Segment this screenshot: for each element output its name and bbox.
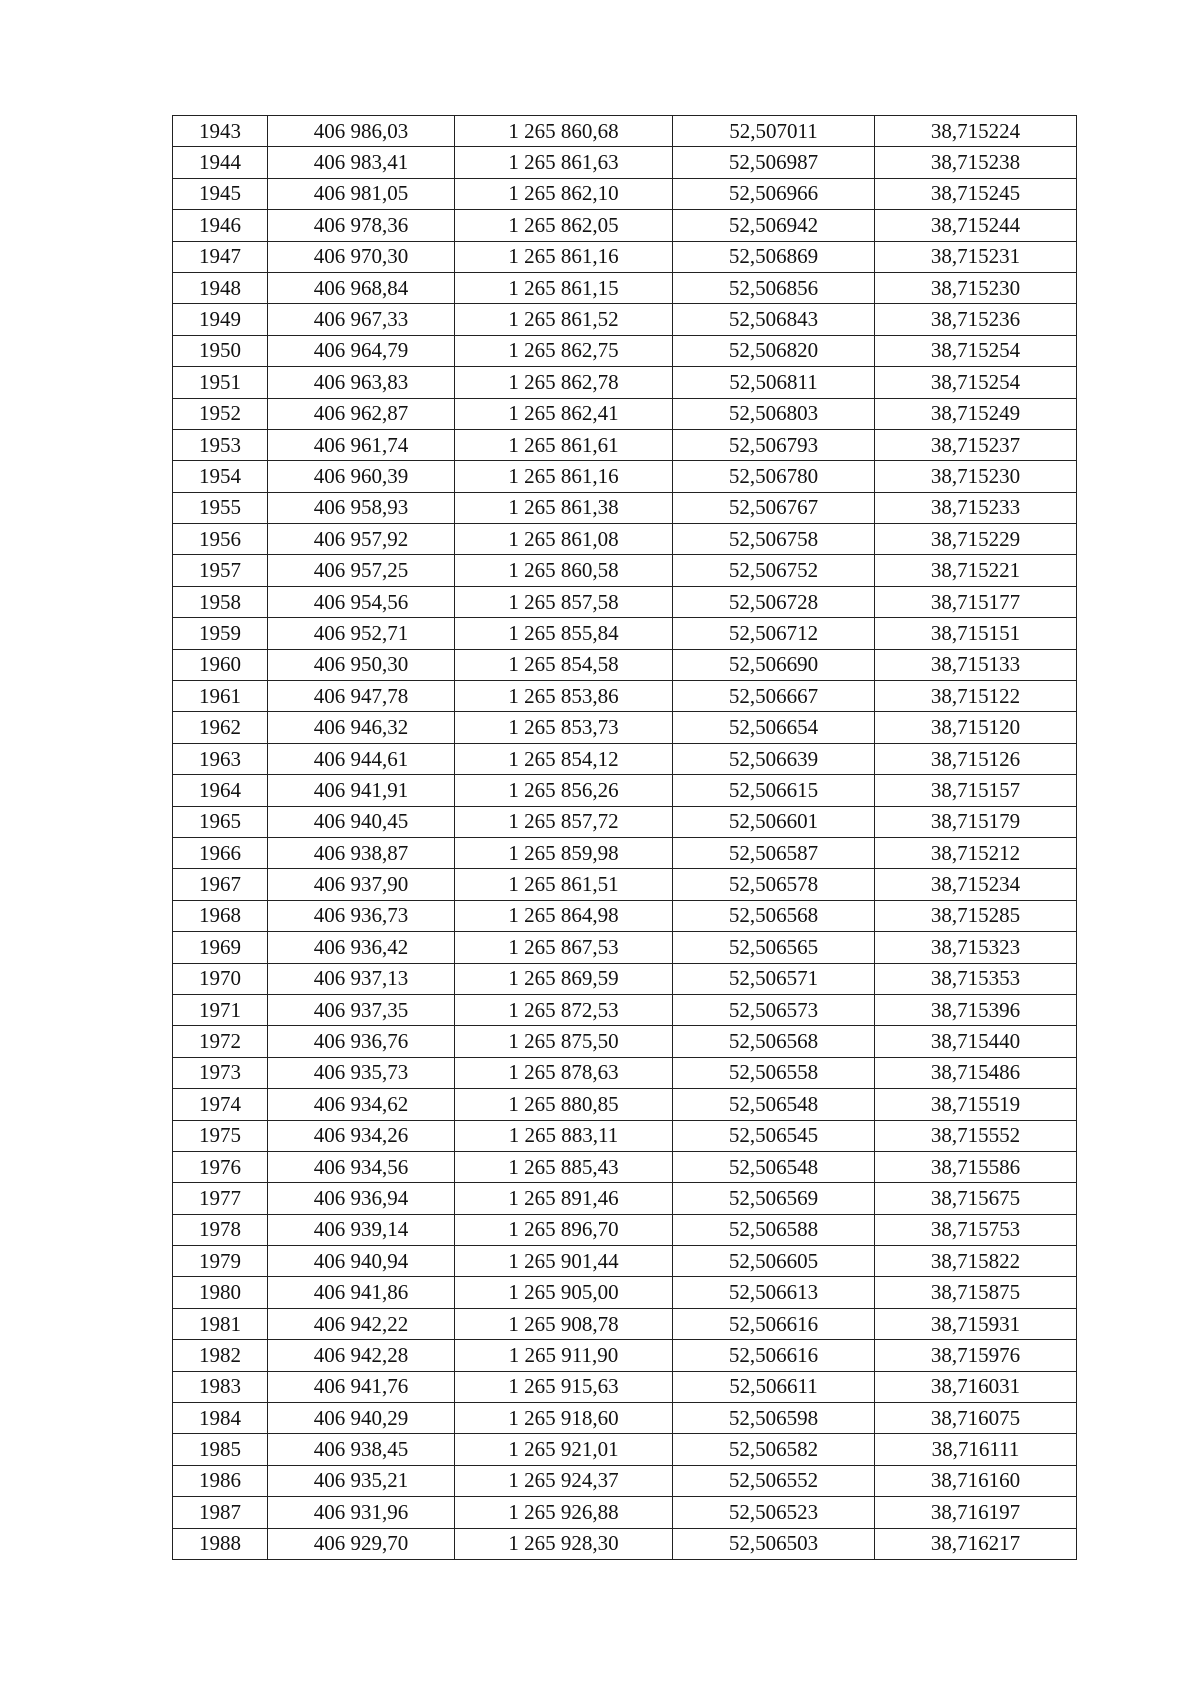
point-number-cell: 1969 (173, 932, 268, 963)
point-number-cell: 1944 (173, 147, 268, 178)
y-coordinate-cell: 1 265 861,16 (455, 461, 673, 492)
y-coordinate-cell: 1 265 862,10 (455, 178, 673, 209)
x-coordinate-cell: 406 934,62 (268, 1089, 455, 1120)
y-coordinate-cell: 1 265 885,43 (455, 1151, 673, 1182)
x-coordinate-cell: 406 954,56 (268, 586, 455, 617)
x-coordinate-cell: 406 964,79 (268, 335, 455, 366)
latitude-cell: 52,506780 (673, 461, 875, 492)
x-coordinate-cell: 406 936,94 (268, 1183, 455, 1214)
table-row (173, 1434, 1077, 1465)
longitude-cell: 38,715133 (875, 649, 1077, 680)
y-coordinate-cell: 1 265 862,05 (455, 210, 673, 241)
latitude-cell: 52,506856 (673, 272, 875, 303)
point-number-cell: 1954 (173, 461, 268, 492)
y-coordinate-cell: 1 265 855,84 (455, 618, 673, 649)
longitude-cell: 38,715976 (875, 1340, 1077, 1371)
longitude-cell: 38,715245 (875, 178, 1077, 209)
x-coordinate-cell: 406 944,61 (268, 743, 455, 774)
y-coordinate-cell: 1 265 891,46 (455, 1183, 673, 1214)
point-number-cell: 1961 (173, 681, 268, 712)
point-number-cell: 1952 (173, 398, 268, 429)
y-coordinate-cell: 1 265 864,98 (455, 900, 673, 931)
y-coordinate-cell: 1 265 901,44 (455, 1246, 673, 1277)
table-row (173, 618, 1077, 649)
longitude-cell: 38,715323 (875, 932, 1077, 963)
table-row (173, 147, 1077, 178)
latitude-cell: 52,506966 (673, 178, 875, 209)
point-number-cell: 1959 (173, 618, 268, 649)
point-number-cell: 1966 (173, 837, 268, 868)
point-number-cell: 1958 (173, 586, 268, 617)
latitude-cell: 52,506565 (673, 932, 875, 963)
x-coordinate-cell: 406 934,56 (268, 1151, 455, 1182)
table-row (173, 492, 1077, 523)
point-number-cell: 1988 (173, 1528, 268, 1559)
point-number-cell: 1967 (173, 869, 268, 900)
table-row (173, 932, 1077, 963)
x-coordinate-cell: 406 935,21 (268, 1465, 455, 1496)
x-coordinate-cell: 406 968,84 (268, 272, 455, 303)
y-coordinate-cell: 1 265 861,15 (455, 272, 673, 303)
longitude-cell: 38,715875 (875, 1277, 1077, 1308)
latitude-cell: 52,506578 (673, 869, 875, 900)
point-number-cell: 1963 (173, 743, 268, 774)
latitude-cell: 52,506616 (673, 1308, 875, 1339)
point-number-cell: 1974 (173, 1089, 268, 1120)
latitude-cell: 52,506987 (673, 147, 875, 178)
x-coordinate-cell: 406 938,45 (268, 1434, 455, 1465)
y-coordinate-cell: 1 265 921,01 (455, 1434, 673, 1465)
latitude-cell: 52,506601 (673, 806, 875, 837)
table-row (173, 994, 1077, 1025)
table-row (173, 429, 1077, 460)
x-coordinate-cell: 406 981,05 (268, 178, 455, 209)
latitude-cell: 52,506548 (673, 1151, 875, 1182)
point-number-cell: 1960 (173, 649, 268, 680)
longitude-cell: 38,715822 (875, 1246, 1077, 1277)
y-coordinate-cell: 1 265 869,59 (455, 963, 673, 994)
x-coordinate-cell: 406 937,13 (268, 963, 455, 994)
table-row (173, 1246, 1077, 1277)
point-number-cell: 1984 (173, 1403, 268, 1434)
latitude-cell: 52,506615 (673, 775, 875, 806)
table-row (173, 806, 1077, 837)
table-row (173, 116, 1077, 147)
y-coordinate-cell: 1 265 908,78 (455, 1308, 673, 1339)
x-coordinate-cell: 406 936,73 (268, 900, 455, 931)
y-coordinate-cell: 1 265 867,53 (455, 932, 673, 963)
point-number-cell: 1986 (173, 1465, 268, 1496)
point-number-cell: 1985 (173, 1434, 268, 1465)
longitude-cell: 38,715122 (875, 681, 1077, 712)
table-row (173, 272, 1077, 303)
point-number-cell: 1953 (173, 429, 268, 460)
latitude-cell: 52,506573 (673, 994, 875, 1025)
y-coordinate-cell: 1 265 862,78 (455, 367, 673, 398)
table-row (173, 1528, 1077, 1559)
point-number-cell: 1949 (173, 304, 268, 335)
y-coordinate-cell: 1 265 857,72 (455, 806, 673, 837)
longitude-cell: 38,716217 (875, 1528, 1077, 1559)
y-coordinate-cell: 1 265 856,26 (455, 775, 673, 806)
latitude-cell: 52,506767 (673, 492, 875, 523)
longitude-cell: 38,716197 (875, 1497, 1077, 1528)
point-number-cell: 1955 (173, 492, 268, 523)
table-row (173, 335, 1077, 366)
latitude-cell: 52,506752 (673, 555, 875, 586)
table-row (173, 1151, 1077, 1182)
point-number-cell: 1977 (173, 1183, 268, 1214)
table-row (173, 367, 1077, 398)
longitude-cell: 38,715231 (875, 241, 1077, 272)
latitude-cell: 52,506523 (673, 1497, 875, 1528)
x-coordinate-cell: 406 935,73 (268, 1057, 455, 1088)
point-number-cell: 1980 (173, 1277, 268, 1308)
y-coordinate-cell: 1 265 862,41 (455, 398, 673, 429)
y-coordinate-cell: 1 265 861,16 (455, 241, 673, 272)
table-row (173, 461, 1077, 492)
table-row (173, 775, 1077, 806)
latitude-cell: 52,506616 (673, 1340, 875, 1371)
x-coordinate-cell: 406 958,93 (268, 492, 455, 523)
latitude-cell: 52,506568 (673, 900, 875, 931)
longitude-cell: 38,715126 (875, 743, 1077, 774)
latitude-cell: 52,506587 (673, 837, 875, 868)
longitude-cell: 38,715254 (875, 335, 1077, 366)
table-row (173, 1120, 1077, 1151)
point-number-cell: 1983 (173, 1371, 268, 1402)
longitude-cell: 38,716111 (875, 1434, 1077, 1465)
y-coordinate-cell: 1 265 853,86 (455, 681, 673, 712)
y-coordinate-cell: 1 265 853,73 (455, 712, 673, 743)
x-coordinate-cell: 406 986,03 (268, 116, 455, 147)
latitude-cell: 52,506548 (673, 1089, 875, 1120)
table-row (173, 743, 1077, 774)
latitude-cell: 52,506588 (673, 1214, 875, 1245)
x-coordinate-cell: 406 957,25 (268, 555, 455, 586)
x-coordinate-cell: 406 957,92 (268, 524, 455, 555)
longitude-cell: 38,715244 (875, 210, 1077, 241)
y-coordinate-cell: 1 265 883,11 (455, 1120, 673, 1151)
x-coordinate-cell: 406 940,45 (268, 806, 455, 837)
y-coordinate-cell: 1 265 924,37 (455, 1465, 673, 1496)
point-number-cell: 1970 (173, 963, 268, 994)
latitude-cell: 52,506503 (673, 1528, 875, 1559)
point-number-cell: 1971 (173, 994, 268, 1025)
table-row (173, 1026, 1077, 1057)
table-row (173, 524, 1077, 555)
x-coordinate-cell: 406 952,71 (268, 618, 455, 649)
latitude-cell: 52,506667 (673, 681, 875, 712)
latitude-cell: 52,506568 (673, 1026, 875, 1057)
x-coordinate-cell: 406 978,36 (268, 210, 455, 241)
x-coordinate-cell: 406 936,76 (268, 1026, 455, 1057)
y-coordinate-cell: 1 265 859,98 (455, 837, 673, 868)
table-row (173, 681, 1077, 712)
x-coordinate-cell: 406 940,94 (268, 1246, 455, 1277)
table-row (173, 178, 1077, 209)
y-coordinate-cell: 1 265 861,61 (455, 429, 673, 460)
longitude-cell: 38,716031 (875, 1371, 1077, 1402)
point-number-cell: 1962 (173, 712, 268, 743)
coordinates-table (172, 115, 1077, 1560)
longitude-cell: 38,715179 (875, 806, 1077, 837)
x-coordinate-cell: 406 961,74 (268, 429, 455, 460)
x-coordinate-cell: 406 942,28 (268, 1340, 455, 1371)
x-coordinate-cell: 406 946,32 (268, 712, 455, 743)
point-number-cell: 1981 (173, 1308, 268, 1339)
longitude-cell: 38,715234 (875, 869, 1077, 900)
longitude-cell: 38,715230 (875, 272, 1077, 303)
latitude-cell: 52,506545 (673, 1120, 875, 1151)
point-number-cell: 1943 (173, 116, 268, 147)
latitude-cell: 52,506811 (673, 367, 875, 398)
y-coordinate-cell: 1 265 896,70 (455, 1214, 673, 1245)
table-row (173, 1497, 1077, 1528)
x-coordinate-cell: 406 967,33 (268, 304, 455, 335)
y-coordinate-cell: 1 265 918,60 (455, 1403, 673, 1434)
longitude-cell: 38,715254 (875, 367, 1077, 398)
point-number-cell: 1951 (173, 367, 268, 398)
x-coordinate-cell: 406 970,30 (268, 241, 455, 272)
x-coordinate-cell: 406 938,87 (268, 837, 455, 868)
longitude-cell: 38,715486 (875, 1057, 1077, 1088)
table-row (173, 1465, 1077, 1496)
latitude-cell: 52,506869 (673, 241, 875, 272)
longitude-cell: 38,715229 (875, 524, 1077, 555)
point-number-cell: 1982 (173, 1340, 268, 1371)
table-row (173, 869, 1077, 900)
latitude-cell: 52,506613 (673, 1277, 875, 1308)
table-row (173, 963, 1077, 994)
longitude-cell: 38,715230 (875, 461, 1077, 492)
x-coordinate-cell: 406 939,14 (268, 1214, 455, 1245)
table-row (173, 1340, 1077, 1371)
latitude-cell: 52,506571 (673, 963, 875, 994)
point-number-cell: 1979 (173, 1246, 268, 1277)
point-number-cell: 1973 (173, 1057, 268, 1088)
x-coordinate-cell: 406 960,39 (268, 461, 455, 492)
latitude-cell: 52,506639 (673, 743, 875, 774)
x-coordinate-cell: 406 941,91 (268, 775, 455, 806)
y-coordinate-cell: 1 265 861,38 (455, 492, 673, 523)
point-number-cell: 1950 (173, 335, 268, 366)
coordinates-table-body (173, 116, 1077, 1560)
longitude-cell: 38,715285 (875, 900, 1077, 931)
latitude-cell: 52,506552 (673, 1465, 875, 1496)
latitude-cell: 52,506569 (673, 1183, 875, 1214)
longitude-cell: 38,715519 (875, 1089, 1077, 1120)
x-coordinate-cell: 406 940,29 (268, 1403, 455, 1434)
x-coordinate-cell: 406 963,83 (268, 367, 455, 398)
x-coordinate-cell: 406 941,76 (268, 1371, 455, 1402)
latitude-cell: 52,506690 (673, 649, 875, 680)
y-coordinate-cell: 1 265 878,63 (455, 1057, 673, 1088)
latitude-cell: 52,506843 (673, 304, 875, 335)
table-row (173, 1089, 1077, 1120)
latitude-cell: 52,506728 (673, 586, 875, 617)
latitude-cell: 52,506558 (673, 1057, 875, 1088)
longitude-cell: 38,715157 (875, 775, 1077, 806)
longitude-cell: 38,715236 (875, 304, 1077, 335)
y-coordinate-cell: 1 265 905,00 (455, 1277, 673, 1308)
longitude-cell: 38,715586 (875, 1151, 1077, 1182)
y-coordinate-cell: 1 265 860,58 (455, 555, 673, 586)
point-number-cell: 1975 (173, 1120, 268, 1151)
longitude-cell: 38,715552 (875, 1120, 1077, 1151)
table-row (173, 555, 1077, 586)
longitude-cell: 38,715221 (875, 555, 1077, 586)
table-row (173, 1214, 1077, 1245)
latitude-cell: 52,507011 (673, 116, 875, 147)
point-number-cell: 1978 (173, 1214, 268, 1245)
longitude-cell: 38,715353 (875, 963, 1077, 994)
y-coordinate-cell: 1 265 872,53 (455, 994, 673, 1025)
y-coordinate-cell: 1 265 860,68 (455, 116, 673, 147)
y-coordinate-cell: 1 265 857,58 (455, 586, 673, 617)
x-coordinate-cell: 406 950,30 (268, 649, 455, 680)
latitude-cell: 52,506793 (673, 429, 875, 460)
latitude-cell: 52,506582 (673, 1434, 875, 1465)
x-coordinate-cell: 406 934,26 (268, 1120, 455, 1151)
longitude-cell: 38,715233 (875, 492, 1077, 523)
longitude-cell: 38,715396 (875, 994, 1077, 1025)
point-number-cell: 1946 (173, 210, 268, 241)
latitude-cell: 52,506598 (673, 1403, 875, 1434)
y-coordinate-cell: 1 265 926,88 (455, 1497, 673, 1528)
latitude-cell: 52,506654 (673, 712, 875, 743)
x-coordinate-cell: 406 931,96 (268, 1497, 455, 1528)
latitude-cell: 52,506605 (673, 1246, 875, 1277)
point-number-cell: 1947 (173, 241, 268, 272)
longitude-cell: 38,715120 (875, 712, 1077, 743)
longitude-cell: 38,715238 (875, 147, 1077, 178)
longitude-cell: 38,715675 (875, 1183, 1077, 1214)
table-row (173, 1403, 1077, 1434)
table-row (173, 1371, 1077, 1402)
point-number-cell: 1965 (173, 806, 268, 837)
point-number-cell: 1972 (173, 1026, 268, 1057)
point-number-cell: 1948 (173, 272, 268, 303)
point-number-cell: 1987 (173, 1497, 268, 1528)
longitude-cell: 38,715753 (875, 1214, 1077, 1245)
x-coordinate-cell: 406 983,41 (268, 147, 455, 178)
table-row (173, 398, 1077, 429)
y-coordinate-cell: 1 265 880,85 (455, 1089, 673, 1120)
y-coordinate-cell: 1 265 861,51 (455, 869, 673, 900)
table-row (173, 1308, 1077, 1339)
latitude-cell: 52,506611 (673, 1371, 875, 1402)
x-coordinate-cell: 406 937,90 (268, 869, 455, 900)
y-coordinate-cell: 1 265 928,30 (455, 1528, 673, 1559)
table-row (173, 586, 1077, 617)
longitude-cell: 38,715177 (875, 586, 1077, 617)
y-coordinate-cell: 1 265 861,52 (455, 304, 673, 335)
latitude-cell: 52,506712 (673, 618, 875, 649)
y-coordinate-cell: 1 265 861,63 (455, 147, 673, 178)
point-number-cell: 1968 (173, 900, 268, 931)
latitude-cell: 52,506758 (673, 524, 875, 555)
longitude-cell: 38,716160 (875, 1465, 1077, 1496)
table-row (173, 1277, 1077, 1308)
y-coordinate-cell: 1 265 862,75 (455, 335, 673, 366)
table-row (173, 1057, 1077, 1088)
point-number-cell: 1945 (173, 178, 268, 209)
x-coordinate-cell: 406 941,86 (268, 1277, 455, 1308)
table-row (173, 241, 1077, 272)
y-coordinate-cell: 1 265 911,90 (455, 1340, 673, 1371)
latitude-cell: 52,506803 (673, 398, 875, 429)
point-number-cell: 1956 (173, 524, 268, 555)
table-row (173, 304, 1077, 335)
latitude-cell: 52,506820 (673, 335, 875, 366)
longitude-cell: 38,715440 (875, 1026, 1077, 1057)
y-coordinate-cell: 1 265 875,50 (455, 1026, 673, 1057)
table-row (173, 210, 1077, 241)
longitude-cell: 38,715237 (875, 429, 1077, 460)
longitude-cell: 38,715151 (875, 618, 1077, 649)
y-coordinate-cell: 1 265 854,12 (455, 743, 673, 774)
latitude-cell: 52,506942 (673, 210, 875, 241)
longitude-cell: 38,715212 (875, 837, 1077, 868)
longitude-cell: 38,715249 (875, 398, 1077, 429)
x-coordinate-cell: 406 947,78 (268, 681, 455, 712)
point-number-cell: 1976 (173, 1151, 268, 1182)
longitude-cell: 38,715931 (875, 1308, 1077, 1339)
x-coordinate-cell: 406 929,70 (268, 1528, 455, 1559)
x-coordinate-cell: 406 962,87 (268, 398, 455, 429)
y-coordinate-cell: 1 265 854,58 (455, 649, 673, 680)
table-row (173, 1183, 1077, 1214)
point-number-cell: 1964 (173, 775, 268, 806)
longitude-cell: 38,716075 (875, 1403, 1077, 1434)
x-coordinate-cell: 406 942,22 (268, 1308, 455, 1339)
point-number-cell: 1957 (173, 555, 268, 586)
y-coordinate-cell: 1 265 915,63 (455, 1371, 673, 1402)
table-row (173, 900, 1077, 931)
longitude-cell: 38,715224 (875, 116, 1077, 147)
table-row (173, 649, 1077, 680)
y-coordinate-cell: 1 265 861,08 (455, 524, 673, 555)
x-coordinate-cell: 406 936,42 (268, 932, 455, 963)
x-coordinate-cell: 406 937,35 (268, 994, 455, 1025)
table-row (173, 837, 1077, 868)
table-row (173, 712, 1077, 743)
